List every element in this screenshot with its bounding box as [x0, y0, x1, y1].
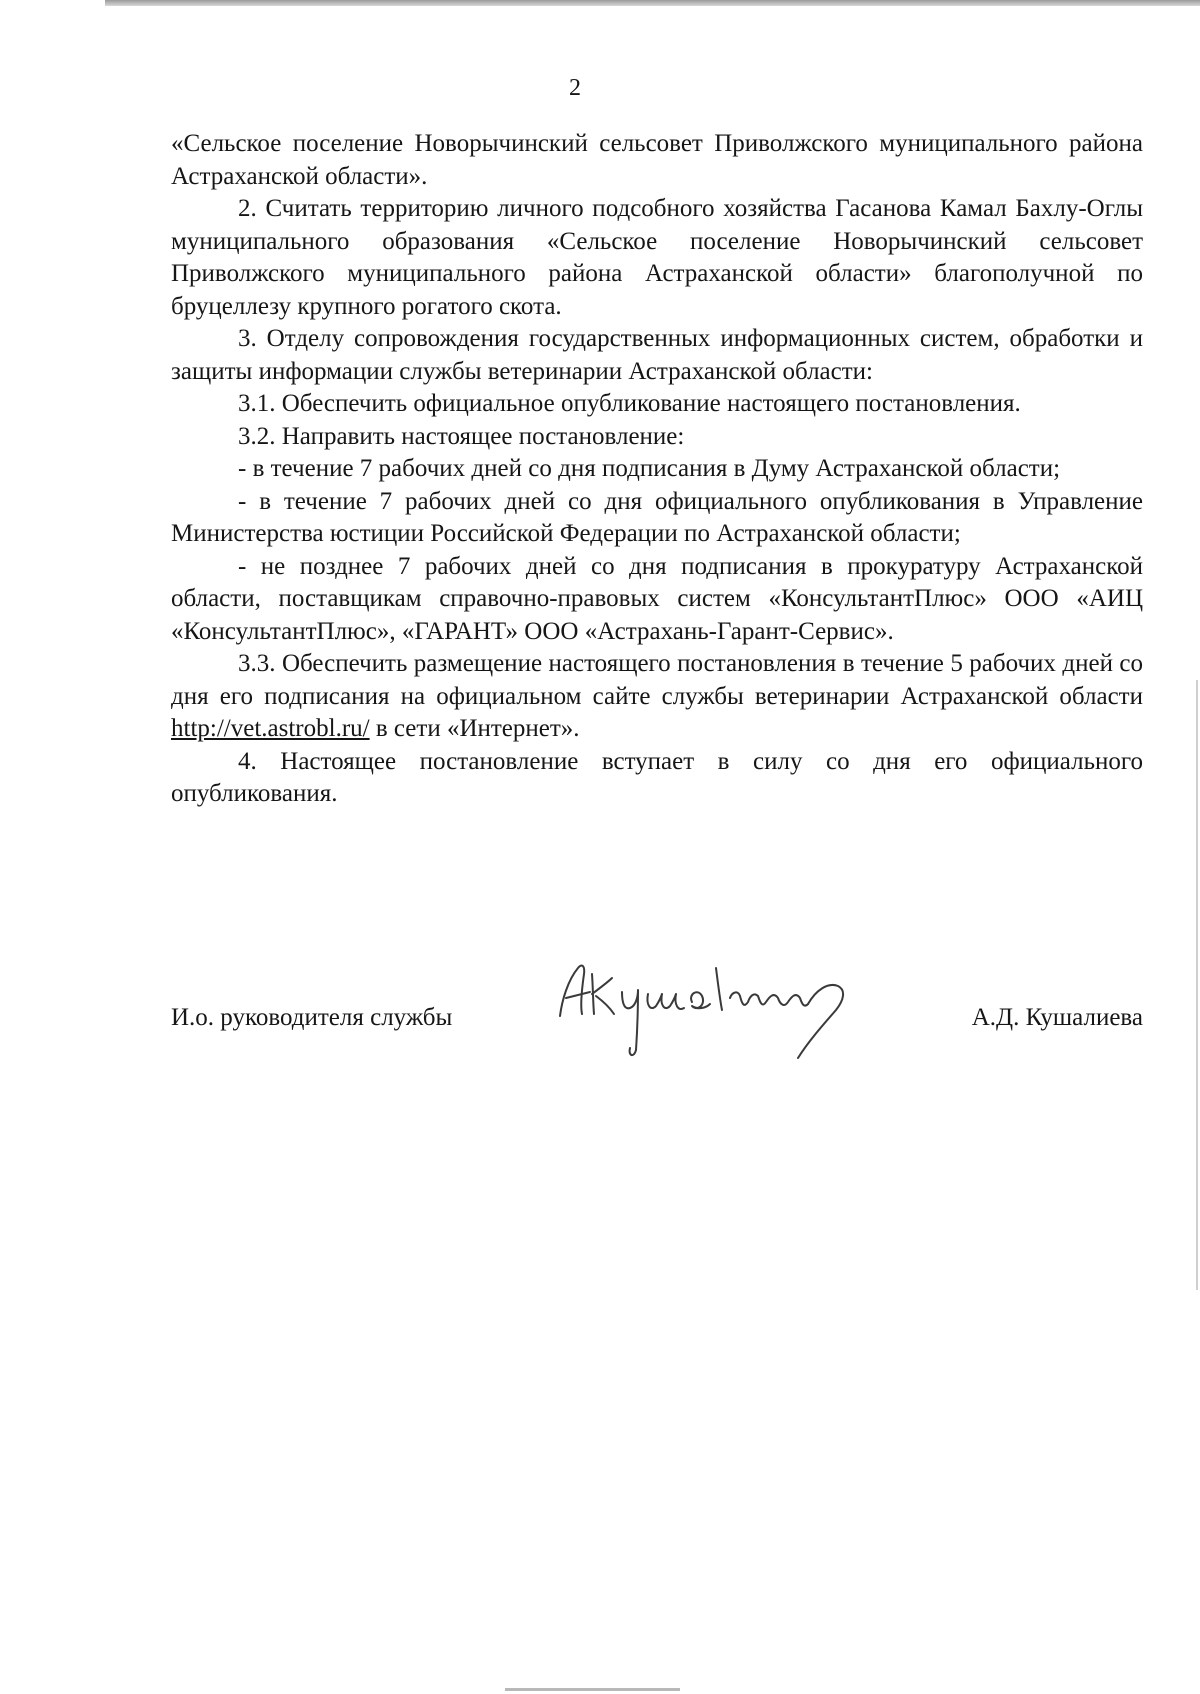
scan-top-edge	[105, 0, 1200, 6]
handwritten-signature	[552, 950, 892, 1060]
paragraph-item-2: 2. Считать территорию личного подсобного хозяйства Гасанова Камал Бахлу-Оглы муниципального образования «Сельское поселение Новорычинский сельсовет Приволжского муниципального района Астраханской области» благополучной по бруцеллезу крупного рогатого скота.	[171, 195, 1143, 320]
signatory-title: И.о. руководителя службы	[171, 1004, 453, 1031]
page-number: 2	[569, 75, 581, 101]
paragraph-item-3: 3. Отделу сопровождения государственных информационных систем, обработки и защиты информации службы ветеринарии Астраханской области:	[171, 325, 1143, 385]
paragraph-item-3-3-tail: в сети «Интернет».	[369, 715, 580, 742]
signatory-name: А.Д. Кушалиева	[971, 1004, 1143, 1031]
paragraph-item-3-3	[171, 648, 1143, 746]
paragraph-continuation: «Сельское поселение Новорычинский сельсовет Приволжского муниципального района Астраханской области».	[171, 130, 1143, 190]
document-body	[171, 128, 1143, 811]
paragraph-bullet-prosecutor: - не позднее 7 рабочих дней со дня подписания в прокуратуру Астраханской области, поставщикам справочно-правовых систем «КонсультантПлюс» ООО «АИЦ «КонсультантПлюс», «ГАРАНТ» ООО «Астрахань-Гарант-Сервис».	[171, 552, 1143, 645]
paragraph-item-4: 4. Настоящее постановление вступает в силу со дня его официального опубликования.	[171, 747, 1143, 807]
paragraph-bullet-ministry: - в течение 7 рабочих дней со дня официального опубликования в Управление Министерства юстиции Российской Федерации по Астраханской области;	[171, 487, 1143, 547]
paragraph-item-3-1: 3.1. Обеспечить официальное опубликование настоящего постановления.	[238, 390, 1021, 417]
scan-bottom-edge	[505, 1688, 680, 1691]
website-link[interactable]: http://vet.astrobl.ru/	[171, 715, 370, 742]
paragraph-item-3-3-text: 3.3. Обеспечить размещение настоящего постановления в течение 5 рабочих дней со дня его подписания на официальном сайте службы ветеринарии Астраханской области	[171, 650, 1143, 710]
paragraph-item-3-2: 3.2. Направить настоящее постановление:	[238, 422, 685, 450]
scan-right-edge	[1196, 680, 1198, 1290]
paragraph-bullet-duma: - в течение 7 рабочих дней со дня подписания в Думу Астраханской области;	[238, 455, 1061, 482]
